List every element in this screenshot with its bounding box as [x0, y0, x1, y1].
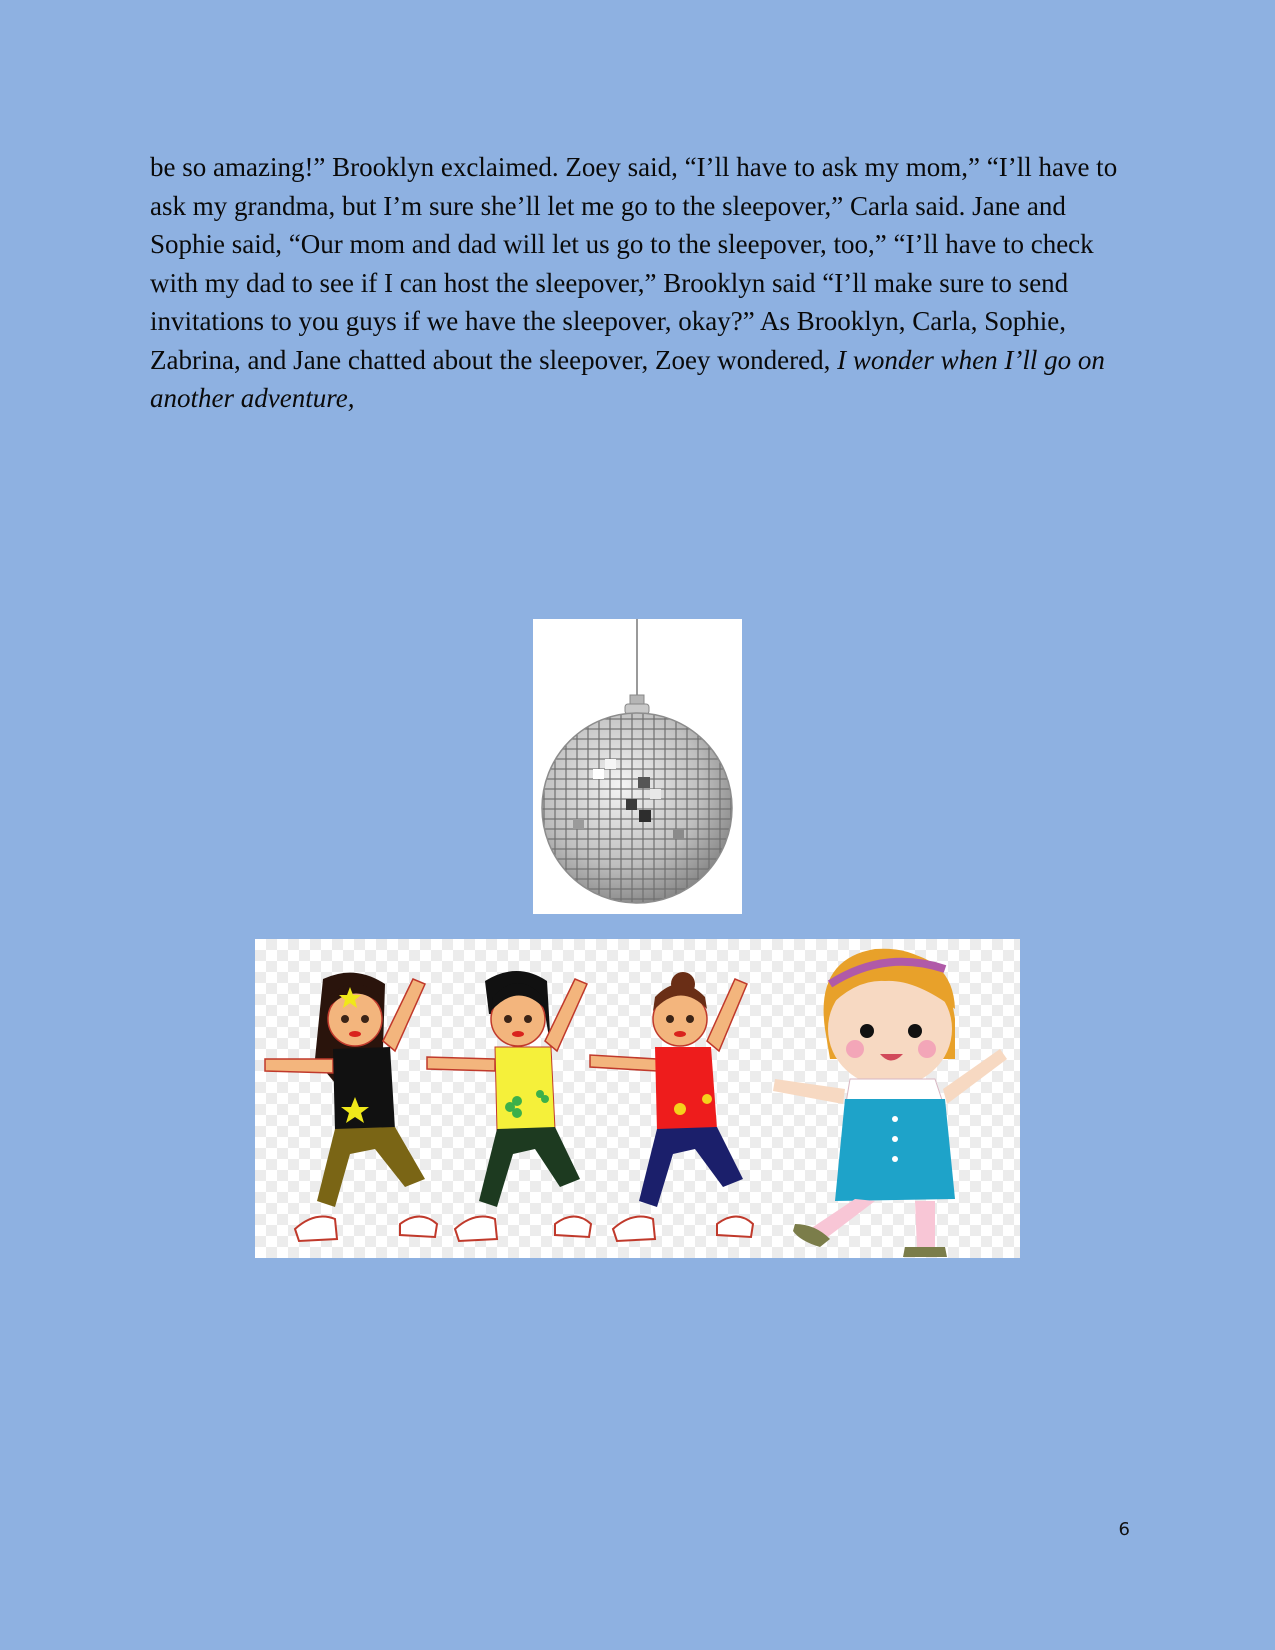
story-paragraph-text: be so amazing!” Brooklyn exclaimed. Zoey said, “I’ll have to ask my mom,” “I’ll have to ask my grandma, but I’m sure she’ll let me go to the sleepover,” Carla said. Jane and Sophie said, “Our mom and dad will let us go to the sleepover, too,” “I’ll have to check with my dad to see if I can host the sleepover,” Brooklyn said “I’ll make sure to send invitations to you guys if we have the sleepover, okay?” As Brooklyn, Carla, Sophie, Zabrina, and Jane chatted about the sleepover, Zoey wondered, — [150, 152, 1118, 375]
dancer-red-shirt — [590, 972, 753, 1241]
disco-ball-picture — [533, 619, 742, 914]
dancing-girls-picture — [255, 939, 1020, 1258]
little-girl-icon — [773, 949, 1007, 1257]
page-number: 6 — [1118, 1519, 1130, 1540]
dancer-black-shirt — [265, 973, 437, 1241]
story-paragraph — [150, 148, 1135, 418]
story-italic-thought: I wonder when I’ll go on another adventure, — [150, 344, 1105, 413]
dancing-girls-icon — [255, 939, 1020, 1258]
dancer-yellow-shirt — [427, 971, 591, 1241]
disco-ball-icon — [533, 619, 742, 914]
story-text-block — [150, 148, 1135, 418]
